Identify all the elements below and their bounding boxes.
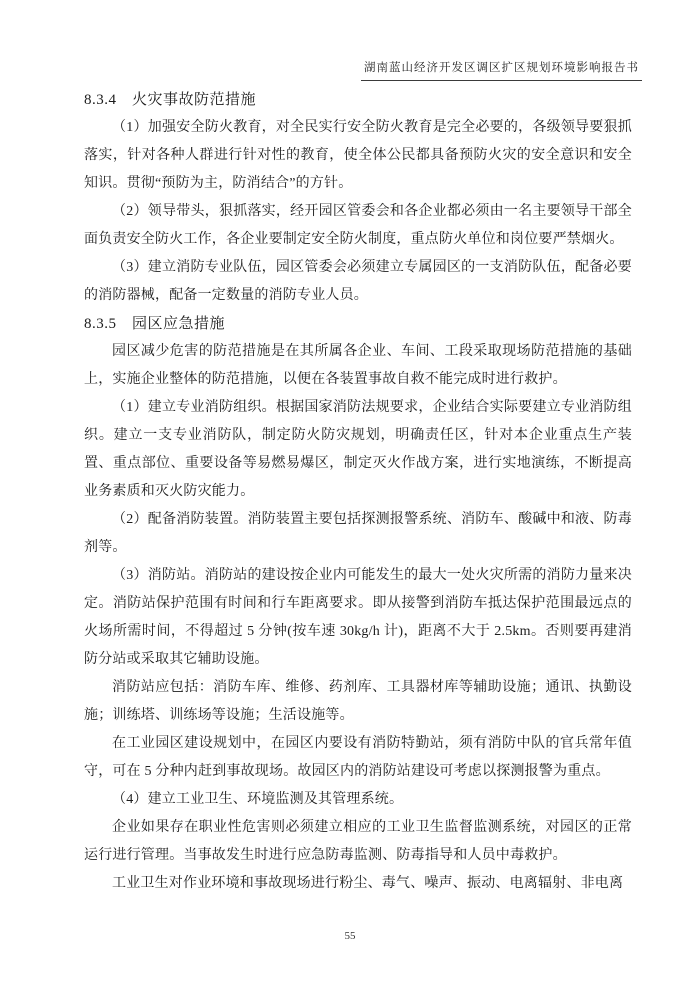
- paragraph-fire-education: （1）加强安全防火教育，对全民实行安全防火教育是完全必要的，各级领导要狠抓落实，针对各种人群进行针对性的教育，使全体公民都具备预防火灾的安全意识和安全知识。贯彻“预防为主，防消结合”的方针。: [84, 120, 632, 191]
- paragraph-industrial-hygiene-system: （4）建立工业卫生、环境监测及其管理系统。: [112, 792, 404, 807]
- document-body: [84, 86, 632, 898]
- paragraph-monitoring-items: 工业卫生对作业环境和事故现场进行粉尘、毒气、噪声、振动、电离辐射、非电离: [112, 876, 624, 891]
- page-header: [84, 60, 642, 81]
- paragraph-fire-organization: （1）建立专业消防组织。根据国家消防法规要求，企业结合实际要建立专业消防组织。建立一支专业消防队，制定防火防灾规划，明确责任区，针对本企业重点生产装置、重点部位、重要设备等易燃易爆区，制定灭火作战方案，进行实地演练，不断提高业务素质和灭火防灾能力。: [84, 400, 632, 499]
- paragraph-occupational-hazard: 企业如果存在职业性危害则必须建立相应的工业卫生监督监测系统，对园区的正常运行进行管理。当事故发生时进行应急防毒监测、防毒指导和人员中毒救护。: [84, 820, 632, 863]
- paragraph-fire-brigade: （3）建立消防专业队伍，园区管委会必须建立专属园区的一支消防队伍，配备必要的消防器械，配备一定数量的消防专业人员。: [84, 260, 632, 303]
- report-title-header: 湖南蓝山经济开发区调区扩区规划环境影响报告书: [361, 60, 642, 81]
- paragraph-special-duty-station: 在工业园区建设规划中，在园区内要设有消防特勤站，须有消防中队的官兵常年值守，可在 5 分种内赶到事故现场。故园区内的消防站建设可考虑以探测报警为重点。: [84, 736, 632, 779]
- page-footer: [0, 930, 700, 942]
- paragraph-fire-station: （3）消防站。消防站的建设按企业内可能发生的最大一处火灾所需的消防力量来决定。消防站保护范围有时间和行车距离要求。即从接警到消防车抵达保护范围最远点的火场所需时间，不得超过 5 分钟(按车速 30kg/h 计)，距离不大于 2.5km。否则要再建消防分站或采取其它辅助设施。: [84, 568, 632, 667]
- section-heading-8-3-4: 8.3.4 火灾事故防范措施: [84, 92, 257, 108]
- paragraph-station-facilities: 消防站应包括：消防车库、维修、药剂库、工具器材库等辅助设施；通讯、执勤设施；训练塔、训练场等设施；生活设施等。: [84, 680, 632, 723]
- section-heading-8-3-5: 8.3.5 园区应急措施: [84, 316, 226, 332]
- paragraph-fire-equipment: （2）配备消防装置。消防装置主要包括探测报警系统、消防车、酸碱中和液、防毒剂等。: [84, 512, 632, 555]
- paragraph-leadership: （2）领导带头，狠抓落实，经开园区管委会和各企业都必须由一名主要领导干部全面负责安全防火工作，各企业要制定安全防火制度，重点防火单位和岗位要严禁烟火。: [84, 204, 632, 247]
- paragraph-park-measures: 园区减少危害的防范措施是在其所属各企业、车间、工段采取现场防范措施的基础上，实施企业整体的防范措施，以便在各装置事故自救不能完成时进行救护。: [84, 344, 632, 387]
- page-number: 55: [344, 930, 356, 942]
